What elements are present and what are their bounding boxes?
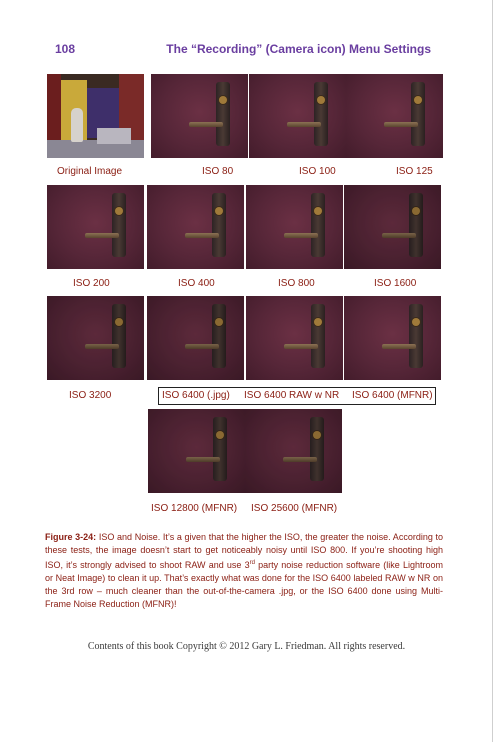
photo-label: ISO 12800 (MFNR) (151, 503, 238, 514)
photo-label: ISO 125 (396, 166, 433, 177)
photo-iso-12800-mfnr (148, 409, 245, 493)
caption-superscript: rd (249, 560, 255, 566)
photo-label: ISO 6400 (.jpg) (162, 390, 230, 401)
photo-label: ISO 80 (202, 166, 234, 177)
photo-iso-6400-mfnr (344, 296, 441, 380)
photo-iso-25600-mfnr (245, 409, 342, 493)
page-number: 108 (55, 42, 76, 56)
photo-label: ISO 200 (73, 278, 110, 289)
photo-iso-3200 (47, 296, 144, 380)
photo-label: ISO 6400 (MFNR) (352, 390, 433, 401)
photo-label: ISO 25600 (MFNR) (251, 503, 338, 514)
figure-label: Figure 3-24: (45, 532, 97, 542)
photo-iso-400 (147, 185, 244, 269)
photo-iso-1600 (344, 185, 441, 269)
figure-caption (45, 531, 443, 611)
photo-label: ISO 400 (178, 278, 215, 289)
photo-iso-80 (151, 74, 248, 158)
photo-iso-125 (346, 74, 443, 158)
photo-label: ISO 6400 RAW w NR (244, 390, 340, 401)
photo-label: ISO 3200 (69, 390, 112, 401)
photo-iso-6400-jpg (147, 296, 244, 380)
photo-label: ISO 100 (299, 166, 336, 177)
photo-label: Original Image (57, 166, 123, 177)
photo-iso-100 (249, 74, 346, 158)
photo-iso-200 (47, 185, 144, 269)
caption-text: ISO and Noise. It’s a given that the higher the ISO, the greater the noise. According to these tests, the image doesn’t start to get noticeably noisy until ISO 800. If you’re shooting high ISO, it’s strongly advised to shoot RAW and use 3 (45, 532, 444, 570)
caption-text-continued: party noise reduction software (like Lightroom or Neat Image) to clean it up. That’s exactly what was done for the ISO 6400 labeled RAW w NR on the 3rd row – much cleaner than the out-of-the-camera .jpg, or the ISO 6400 done using Multi-Frame Noise Reduction (MFNR)! (45, 560, 443, 609)
photo-label: ISO 1600 (374, 278, 417, 289)
photo-iso-800 (246, 185, 343, 269)
copyright-footer: Contents of this book Copyright © 2012 Gary L. Friedman. All rights reserved. (87, 641, 406, 652)
photo-iso-6400-raw-nr (246, 296, 343, 380)
photo-label: ISO 800 (278, 278, 315, 289)
page-header-title: The “Recording” (Camera icon) Menu Settings (166, 42, 431, 56)
photo-original (47, 74, 144, 158)
